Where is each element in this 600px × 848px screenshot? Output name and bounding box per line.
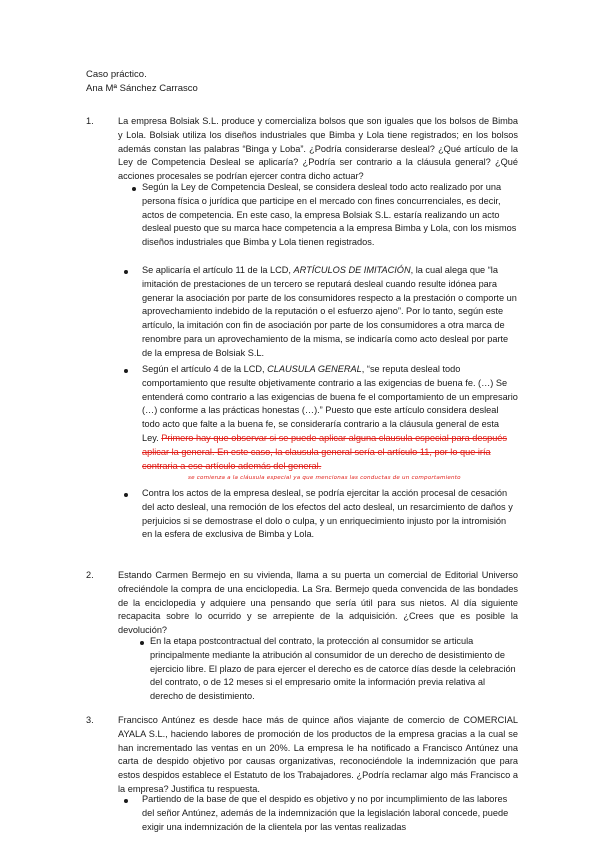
bullet-icon — [124, 270, 128, 274]
answer-paragraph: En la etapa postcontractual del contrato, la protección al consumidor se articula principalmente mediante la atribución al consumidor de un derecho de desistimiento de ejercicio libre. El plazo de para ejercer el derecho es de catorce días desde la celebración del contrato, o de 12 meses si el empresario omite la información previa relativa al derecho de desistimiento. — [150, 636, 516, 702]
answer-paragraph: Según la Ley de Competencia Desleal, se considera desleal todo acto realizado por una persona física o jurídica que participe en el mercado con fines concurrenciales, es decir, actos de competencia. En este caso, la empresa Bolsiak S.L. estaría realizando un acto desleal puesto que su marca hace competencia a la empresa Bimba y Lola, con los mismos diseños industriales que Bimba y Lola tienen registrados. — [142, 182, 517, 248]
bullet-icon — [124, 369, 128, 373]
answer-text: , “se reputa desleal todo comportamiento que resulte objetivamente contrario a las exigencias de buena fe. (…) Se entenderá como contrario a las exigencias de buena fe el comportamiento de un empresario (…) conforme a las prácticas honestas (…).” Puesto que este artículo considera desleal todo acto que falte a la buena fe, se consideraría contrario a la cláusula general de esta Ley. — [142, 364, 518, 443]
question-number: 2. — [86, 570, 94, 580]
answer-text: , la cual alega que “la imitación de prestaciones de un tercero se reputará desleal cuando resulte idónea para generar la asociación por parte de los consumidores respecto a la prestación o comporte un aprovechamiento indebido de la reputación o el esfuerzo ajeno”. Por lo tanto, según este artículo, la imitación con fin de asociación por parte de los consumidores a otra marca de renombre para un aprovechamiento de la misma, se indicaría como acto desleal por parte de la empresa de Bolsiak S.L. — [142, 265, 517, 358]
answer-paragraph: Contra los actos de la empresa desleal, se podría ejercitar la acción procesal de cesación del acto desleal, una remoción de los efectos del acto desleal, un resarcimiento de daños y perjuicios si se demostrase el dolo o culpa, y un enriquecimiento injusto por la intromisión en la esfera de exclusiva de Bimba y Lola. — [142, 488, 513, 540]
question-text: Estando Carmen Bermejo en su vivienda, llama a su puerta un comercial de Editorial Universo ofreciéndole la compra de una enciclopedia. La Sra. Bermejo queda convencida de las bondades de la enciclopedia y adquiere una pensando que sería útil para sus nietos. Al día siguiente recapacita sobre lo ocurrido y se arrepiente de la adquisición. ¿Crees que es posible la devolución? — [118, 570, 518, 636]
article-title: ARTÍCULOS DE IMITACIÓN — [293, 265, 411, 275]
answer-text: Según el artículo 4 de la LCD, — [142, 364, 268, 374]
answer-paragraph — [142, 363, 518, 473]
document-subtitle: Caso práctico. — [86, 69, 147, 80]
question-text: La empresa Bolsiak S.L. produce y comercializa bolsos que son iguales que los bolsos de Bimba y Lola. Bolsiak utiliza los diseños industriales que Bimba y Lola tiene registrados; en los bolsos además constan las palabras “Binga y Loba”. ¿Podría considerarse desleal? ¿Qué artículo de la Ley de Competencia Desleal se aplicaría? ¿Podría ser contrario a la cláusula general? ¿Qué acciones procesales se podrían ejercer contra dicho actuar? — [118, 116, 518, 182]
answer-paragraph — [142, 264, 518, 361]
question-text: Francisco Antúnez es desde hace más de quince años viajante de comercio de COMERCIAL AYALA S.L., haciendo labores de promoción de los productos de la empresa gracias a la cual se han incrementado las ventas en un 20%. La empresa le ha notificado a Francisco Antúnez una carta de despido objetivo por causas organizativas, reconociéndole la indemnización que para estos despidos establece el Estatuto de los Trabajadores. ¿Podría reclamar algo más Francisco a la empresa? Justifica tu respuesta. — [118, 715, 518, 794]
handwritten-note: se comienza a la cláusula especial ya que mencionas las conductas de un comportamiento — [188, 475, 461, 481]
teacher-correction: Primero hay que observar si se puede aplicar alguna clausula especial para después aplicar la general. En este caso, la clausula general sería el artículo 11, por lo que iría contraria a ese artículo además del general. — [142, 432, 508, 471]
article-title: CLAUSULA GENERAL — [267, 364, 362, 374]
bullet-icon — [124, 799, 128, 803]
bullet-icon — [124, 493, 128, 497]
question-number: 3. — [86, 715, 94, 725]
bullet-icon — [132, 187, 136, 191]
answer-paragraph: Partiendo de la base de que el despido es objetivo y no por incumplimiento de las labores del señor Antúnez, además de la indemnización que la legislación laboral concede, puede exigir una indemnización de la clientela por las ventas realizadas — [142, 794, 509, 832]
author-name: Ana Mª Sánchez Carrasco — [86, 83, 198, 94]
question-number: 1. — [86, 116, 94, 126]
answer-text: Se aplicaría el artículo 11 de la LCD, — [142, 265, 294, 275]
bullet-icon — [140, 641, 144, 645]
